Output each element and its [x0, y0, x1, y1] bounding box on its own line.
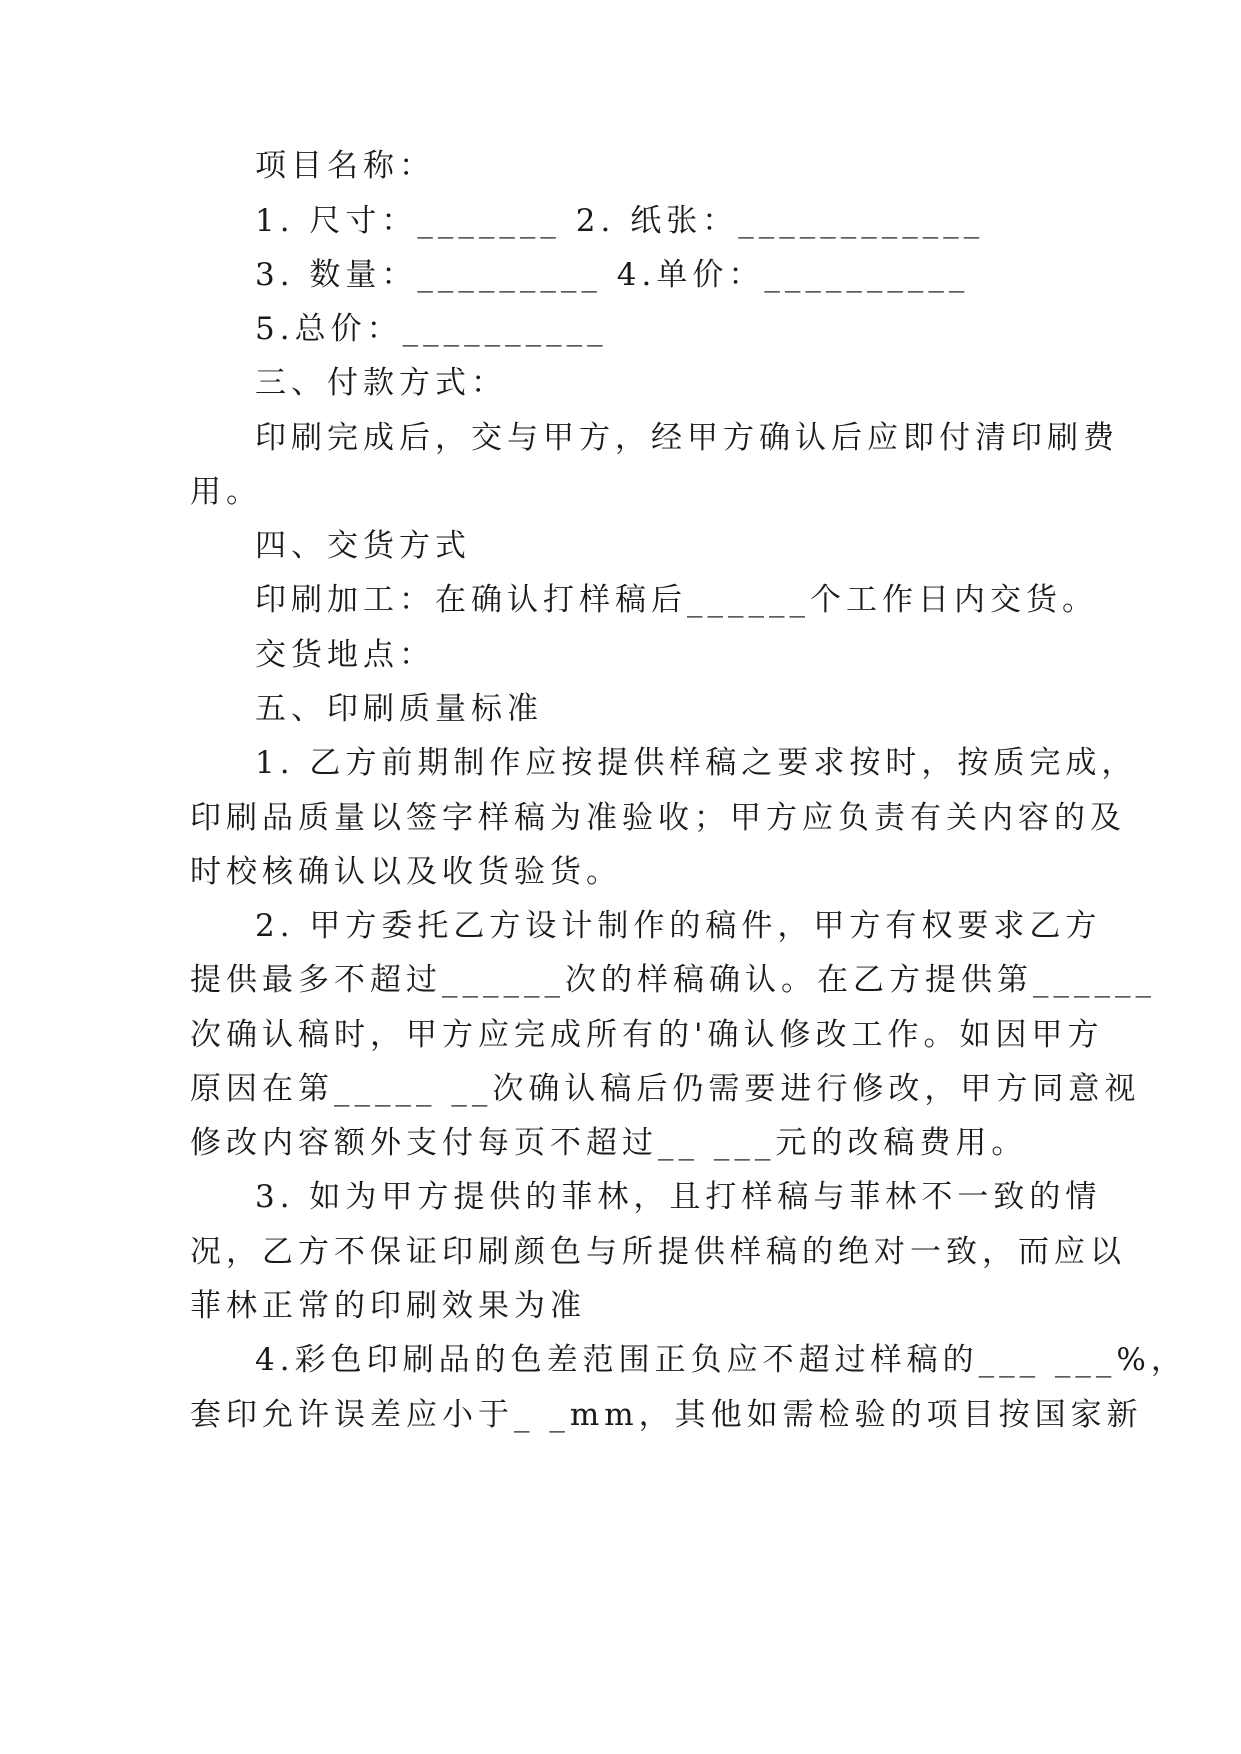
delivery-time-line: 印刷加工：在确认打样稿后______个工作日内交货。 — [255, 582, 1098, 618]
quality-clause-3-line: 菲林正常的印刷效果为准 — [190, 1288, 586, 1324]
payment-paragraph-line: 印刷完成后，交与甲方，经甲方确认后应即付清印刷费 — [255, 420, 1119, 456]
quality-clause-2-line: 原因在第_____ __次确认稿后仍需要进行修改，甲方同意视 — [190, 1071, 1141, 1107]
size-paper-line: 1. 尺寸：_______ 2. 纸张：____________ — [255, 203, 985, 239]
quality-clause-1-line: 1. 乙方前期制作应按提供样稿之要求按时，按质完成， — [255, 745, 1138, 781]
quality-clause-3-line: 况，乙方不保证印刷颜色与所提供样稿的绝对一致，而应以 — [190, 1234, 1126, 1270]
quality-clause-2-line: 次确认稿时，甲方应完成所有的'确认修改工作。如因甲方 — [190, 1017, 1104, 1053]
quality-clause-1-line: 印刷品质量以签字样稿为准验收；甲方应负责有关内容的及 — [190, 800, 1126, 836]
quality-clause-2-line: 修改内容额外支付每页不超过__ ___元的改稿费用。 — [190, 1125, 1028, 1161]
quality-clause-4-line: 4.彩色印刷品的色差范围正负应不超过样稿的___ ___%， — [255, 1342, 1187, 1378]
delivery-location-line: 交货地点： — [255, 637, 435, 673]
quality-clause-4-line: 套印允许误差应小于_ _mm，其他如需检验的项目按国家新 — [190, 1397, 1143, 1433]
section-heading-payment: 三、付款方式： — [255, 365, 507, 401]
quality-clause-3-line: 3. 如为甲方提供的菲林，且打样稿与菲林不一致的情 — [255, 1179, 1102, 1215]
total-price-line: 5.总价：__________ — [255, 311, 608, 347]
section-heading-quality: 五、印刷质量标准 — [255, 691, 543, 727]
quality-clause-2-line: 2. 甲方委托乙方设计制作的稿件，甲方有权要求乙方 — [255, 908, 1102, 944]
quality-clause-2-line: 提供最多不超过______次的样稿确认。在乙方提供第______ — [190, 962, 1156, 998]
quantity-unit-price-line: 3. 数量：_________ 4.单价：__________ — [255, 257, 970, 293]
payment-paragraph-line: 用。 — [190, 474, 262, 510]
section-heading-delivery: 四、交货方式 — [255, 528, 471, 564]
quality-clause-1-line: 时校核确认以及收货验货。 — [190, 854, 622, 890]
project-name-label: 项目名称： — [255, 148, 435, 184]
